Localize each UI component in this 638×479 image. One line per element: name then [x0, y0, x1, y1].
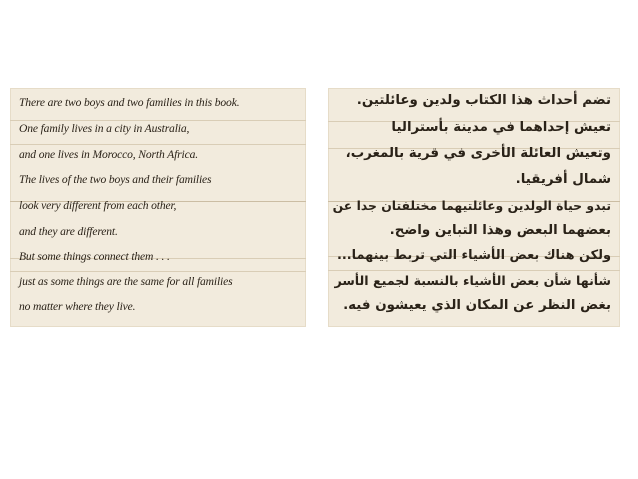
- text-line: The lives of the two boys and their families: [19, 173, 212, 186]
- text-line: شأنها شأن بعض الأشياء بالنسبة لجميع الأسر: [334, 273, 611, 288]
- text-line: تضم أحداث هذا الكتاب ولدين وعائلتين.: [356, 93, 611, 108]
- text-line: and one lives in Morocco, North Africa.: [19, 148, 198, 161]
- text-line: تبدو حياة الولدين وعائلتيهما مختلفتان جدا عن: [332, 198, 611, 213]
- arabic-text-page: [328, 88, 620, 327]
- text-line: بغض النظر عن المكان الذي يعيشون فيه.: [343, 298, 611, 313]
- text-line: تعيش إحداهما في مدينة بأستراليا: [391, 120, 611, 135]
- text-line: just as some things are the same for all families: [19, 275, 233, 288]
- page-divider: [10, 271, 306, 272]
- english-text-page: [10, 88, 306, 327]
- page-divider: [328, 270, 620, 271]
- text-line: There are two boys and two families in this book.: [19, 96, 240, 109]
- text-line: وتعيش العائلة الأخرى في قرية بالمغرب،: [345, 146, 611, 161]
- text-line: and they are different.: [19, 225, 118, 238]
- text-line: بعضهما البعض وهذا التباين واضح.: [389, 223, 611, 238]
- text-line: no matter where they live.: [19, 300, 136, 313]
- text-line: look very different from each other,: [19, 199, 177, 212]
- page-divider: [10, 144, 306, 145]
- text-line: ولكن هناك بعض الأشياء التي تربط بينهما...: [336, 248, 611, 263]
- page-divider: [10, 120, 306, 121]
- text-line: But some things connect them . . .: [19, 250, 170, 263]
- text-line: One family lives in a city in Australia,: [19, 122, 190, 135]
- text-line: شمال أفريقيا.: [515, 172, 611, 187]
